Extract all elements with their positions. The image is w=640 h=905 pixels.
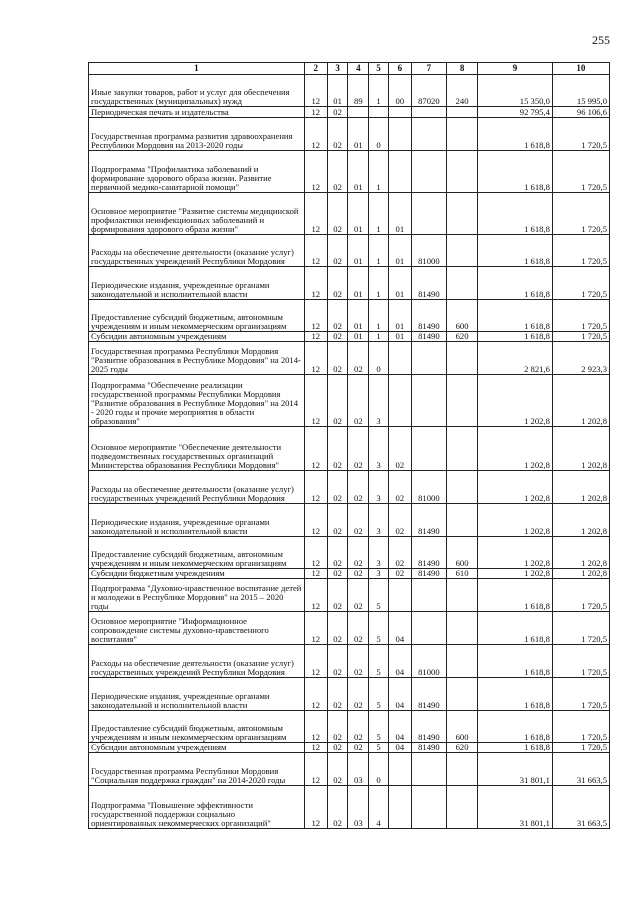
col-header: 1 — [89, 63, 305, 75]
pr-code: 01 — [348, 267, 369, 300]
pr-code: 02 — [348, 569, 369, 579]
program-code: 3 — [369, 569, 389, 579]
row-name: Расходы на обеспечение деятельности (оказание услуг) государственных учреждений Республики Мордовия — [89, 645, 305, 678]
rz-code: 02 — [327, 332, 348, 342]
target-code — [411, 753, 446, 786]
amount-2019: 1 202,8 — [478, 375, 553, 427]
col-header: 8 — [447, 63, 478, 75]
subprogram-code — [388, 579, 411, 612]
subprogram-code: 02 — [388, 427, 411, 471]
target-code — [411, 193, 446, 235]
amount-2020: 31 663,5 — [552, 786, 609, 829]
expense-type — [447, 193, 478, 235]
row-name: Расходы на обеспечение деятельности (оказание услуг) государственных учреждений Республики Мордовия — [89, 235, 305, 267]
amount-2019: 1 618,8 — [478, 645, 553, 678]
amount-2019: 1 618,8 — [478, 678, 553, 711]
row-name: Основное мероприятие "Обеспечение деятельности подведомственных государственных организаций Министерства образования Республики Мордовия" — [89, 427, 305, 471]
kvr-code: 12 — [304, 645, 327, 678]
target-code — [411, 612, 446, 645]
table-row — [89, 235, 610, 267]
pr-code: 02 — [348, 471, 369, 504]
program-code: 0 — [369, 342, 389, 375]
target-code — [411, 375, 446, 427]
amount-2020: 1 202,8 — [552, 569, 609, 579]
rz-code: 02 — [327, 504, 348, 537]
rz-code: 01 — [327, 75, 348, 107]
kvr-code: 12 — [304, 743, 327, 753]
table-row — [89, 427, 610, 471]
col-header: 2 — [304, 63, 327, 75]
table-row — [89, 75, 610, 107]
pr-code: 02 — [348, 612, 369, 645]
row-name: Государственная программа Республики Мордовия "Социальная поддержка граждан" на 2014-2020 годы — [89, 753, 305, 786]
program-code: 1 — [369, 75, 389, 107]
header-row — [89, 63, 610, 75]
program-code: 5 — [369, 711, 389, 743]
amount-2019: 1 618,8 — [478, 300, 553, 332]
target-code: 81000 — [411, 645, 446, 678]
expense-type — [447, 645, 478, 678]
row-name: Предоставление субсидий бюджетным, автономным учреждениям и иным некоммерческим организациям — [89, 537, 305, 569]
row-name: Подпрограмма "Профилактика заболеваний и формирование здорового образа жизни. Развитие первичной медико-санитарной помощи" — [89, 151, 305, 193]
kvr-code: 12 — [304, 678, 327, 711]
table-row — [89, 569, 610, 579]
table-row — [89, 267, 610, 300]
amount-2019: 1 202,8 — [478, 504, 553, 537]
table-row — [89, 332, 610, 342]
amount-2020: 1 720,5 — [552, 645, 609, 678]
amount-2020: 2 923,3 — [552, 342, 609, 375]
program-code: 5 — [369, 612, 389, 645]
program-code: 3 — [369, 427, 389, 471]
expense-type — [447, 612, 478, 645]
amount-2020: 1 720,5 — [552, 743, 609, 753]
kvr-code: 12 — [304, 342, 327, 375]
table-row — [89, 743, 610, 753]
page-number: 255 — [592, 33, 610, 47]
kvr-code: 12 — [304, 151, 327, 193]
row-name: Государственная программа развития здравоохранения Республики Мордовия на 2013-2020 годы — [89, 118, 305, 151]
target-code: 81490 — [411, 332, 446, 342]
kvr-code: 12 — [304, 427, 327, 471]
kvr-code: 12 — [304, 753, 327, 786]
rz-code: 02 — [327, 678, 348, 711]
program-code: 0 — [369, 118, 389, 151]
target-code: 81490 — [411, 504, 446, 537]
program-code: 1 — [369, 300, 389, 332]
target-code: 81000 — [411, 235, 446, 267]
amount-2019: 1 618,8 — [478, 711, 553, 743]
expense-type — [447, 118, 478, 151]
target-code: 81490 — [411, 537, 446, 569]
expense-type — [447, 504, 478, 537]
table-row — [89, 300, 610, 332]
row-name: Подпрограмма "Повышение эффективности государственной поддержки социально ориентированных некоммерческих организаций" — [89, 786, 305, 829]
pr-code: 01 — [348, 300, 369, 332]
target-code: 81490 — [411, 711, 446, 743]
table-row — [89, 342, 610, 375]
subprogram-code — [388, 342, 411, 375]
table-row — [89, 107, 610, 118]
pr-code — [348, 107, 369, 118]
rz-code: 02 — [327, 786, 348, 829]
amount-2019: 1 618,8 — [478, 151, 553, 193]
program-code: 3 — [369, 504, 389, 537]
row-name: Периодические издания, учрежденные органами законодательной и исполнительной власти — [89, 504, 305, 537]
program-code: 5 — [369, 678, 389, 711]
pr-code: 03 — [348, 753, 369, 786]
table-row — [89, 151, 610, 193]
kvr-code: 12 — [304, 537, 327, 569]
row-name: Субсидии автономным учреждениям — [89, 743, 305, 753]
subprogram-code: 04 — [388, 711, 411, 743]
program-code: 5 — [369, 645, 389, 678]
pr-code: 02 — [348, 504, 369, 537]
amount-2020: 1 720,5 — [552, 300, 609, 332]
table-row — [89, 504, 610, 537]
budget-table — [88, 62, 610, 829]
amount-2020: 1 202,8 — [552, 375, 609, 427]
table-row — [89, 711, 610, 743]
subprogram-code: 02 — [388, 569, 411, 579]
expense-type — [447, 342, 478, 375]
col-header: 3 — [327, 63, 348, 75]
pr-code: 89 — [348, 75, 369, 107]
rz-code: 02 — [327, 151, 348, 193]
kvr-code: 12 — [304, 332, 327, 342]
expense-type — [447, 579, 478, 612]
rz-code: 02 — [327, 342, 348, 375]
expense-type — [447, 107, 478, 118]
amount-2019: 1 618,8 — [478, 612, 553, 645]
subprogram-code: 01 — [388, 235, 411, 267]
rz-code: 02 — [327, 118, 348, 151]
program-code: 3 — [369, 471, 389, 504]
col-header: 5 — [369, 63, 389, 75]
row-name: Расходы на обеспечение деятельности (оказание услуг) государственных учреждений Республики Мордовия — [89, 471, 305, 504]
amount-2020: 1 720,5 — [552, 235, 609, 267]
table-row — [89, 612, 610, 645]
expense-type: 600 — [447, 711, 478, 743]
subprogram-code: 02 — [388, 537, 411, 569]
rz-code: 02 — [327, 107, 348, 118]
program-code: 0 — [369, 753, 389, 786]
pr-code: 01 — [348, 193, 369, 235]
program-code: 1 — [369, 332, 389, 342]
subprogram-code: 01 — [388, 332, 411, 342]
table-row — [89, 645, 610, 678]
amount-2019: 1 202,8 — [478, 427, 553, 471]
row-name: Субсидии автономным учреждениям — [89, 332, 305, 342]
table-body — [89, 75, 610, 829]
kvr-code: 12 — [304, 504, 327, 537]
subprogram-code: 04 — [388, 645, 411, 678]
amount-2020: 31 663,5 — [552, 753, 609, 786]
expense-type: 600 — [447, 537, 478, 569]
target-code: 81490 — [411, 678, 446, 711]
rz-code: 02 — [327, 612, 348, 645]
pr-code: 02 — [348, 342, 369, 375]
row-name: Периодическая печать и издательства — [89, 107, 305, 118]
rz-code: 02 — [327, 743, 348, 753]
expense-type — [447, 678, 478, 711]
pr-code: 03 — [348, 786, 369, 829]
target-code: 81000 — [411, 471, 446, 504]
target-code — [411, 786, 446, 829]
target-code — [411, 118, 446, 151]
amount-2020: 1 202,8 — [552, 504, 609, 537]
amount-2020: 1 720,5 — [552, 151, 609, 193]
amount-2020: 1 720,5 — [552, 579, 609, 612]
target-code: 81490 — [411, 569, 446, 579]
amount-2019: 1 618,8 — [478, 235, 553, 267]
amount-2019: 1 618,8 — [478, 193, 553, 235]
row-name: Основное мероприятие "Информационное сопровождение системы духовно-нравственного воспитания" — [89, 612, 305, 645]
kvr-code: 12 — [304, 375, 327, 427]
amount-2019: 31 801,1 — [478, 753, 553, 786]
col-header: 9 — [478, 63, 553, 75]
pr-code: 02 — [348, 579, 369, 612]
amount-2019: 31 801,1 — [478, 786, 553, 829]
amount-2020: 1 720,5 — [552, 711, 609, 743]
expense-type: 600 — [447, 300, 478, 332]
target-code — [411, 579, 446, 612]
target-code — [411, 107, 446, 118]
kvr-code: 12 — [304, 612, 327, 645]
target-code: 81490 — [411, 743, 446, 753]
subprogram-code: 04 — [388, 678, 411, 711]
amount-2019: 1 202,8 — [478, 471, 553, 504]
row-name: Периодические издания, учрежденные органами законодательной и исполнительной власти — [89, 678, 305, 711]
expense-type — [447, 267, 478, 300]
pr-code: 01 — [348, 332, 369, 342]
amount-2020: 1 720,5 — [552, 612, 609, 645]
program-code: 4 — [369, 786, 389, 829]
rz-code: 02 — [327, 267, 348, 300]
kvr-code: 12 — [304, 300, 327, 332]
table-row — [89, 537, 610, 569]
subprogram-code — [388, 107, 411, 118]
table-row — [89, 471, 610, 504]
target-code: 81490 — [411, 300, 446, 332]
expense-type: 620 — [447, 332, 478, 342]
rz-code: 02 — [327, 753, 348, 786]
kvr-code: 12 — [304, 75, 327, 107]
table-row — [89, 375, 610, 427]
expense-type — [447, 235, 478, 267]
amount-2019: 1 618,8 — [478, 118, 553, 151]
amount-2020: 1 720,5 — [552, 193, 609, 235]
amount-2020: 1 202,8 — [552, 427, 609, 471]
rz-code: 02 — [327, 375, 348, 427]
pr-code: 01 — [348, 151, 369, 193]
subprogram-code: 02 — [388, 504, 411, 537]
program-code: 3 — [369, 537, 389, 569]
rz-code: 02 — [327, 235, 348, 267]
subprogram-code: 04 — [388, 743, 411, 753]
pr-code: 01 — [348, 235, 369, 267]
subprogram-code: 01 — [388, 300, 411, 332]
amount-2020: 1 202,8 — [552, 471, 609, 504]
subprogram-code — [388, 753, 411, 786]
amount-2020: 15 995,0 — [552, 75, 609, 107]
kvr-code: 12 — [304, 579, 327, 612]
kvr-code: 12 — [304, 267, 327, 300]
pr-code: 02 — [348, 743, 369, 753]
table-row — [89, 579, 610, 612]
program-code — [369, 107, 389, 118]
amount-2020: 1 720,5 — [552, 332, 609, 342]
amount-2020: 1 720,5 — [552, 267, 609, 300]
pr-code: 02 — [348, 375, 369, 427]
pr-code: 02 — [348, 427, 369, 471]
amount-2020: 1 720,5 — [552, 118, 609, 151]
program-code: 1 — [369, 235, 389, 267]
target-code — [411, 342, 446, 375]
program-code: 3 — [369, 375, 389, 427]
expense-type: 240 — [447, 75, 478, 107]
program-code: 1 — [369, 193, 389, 235]
subprogram-code — [388, 375, 411, 427]
row-name: Подпрограмма "Обеспечение реализации государственной программы Республики Мордовия "Развитие образования в Республике Мордовия" на 2014 - 2020 годы и прочие мероприятия в области образования" — [89, 375, 305, 427]
kvr-code: 12 — [304, 569, 327, 579]
col-header: 7 — [411, 63, 446, 75]
table-row — [89, 678, 610, 711]
amount-2019: 92 795,4 — [478, 107, 553, 118]
amount-2019: 15 350,0 — [478, 75, 553, 107]
amount-2019: 1 202,8 — [478, 537, 553, 569]
rz-code: 02 — [327, 569, 348, 579]
amount-2019: 1 618,8 — [478, 332, 553, 342]
kvr-code: 12 — [304, 193, 327, 235]
pr-code: 02 — [348, 645, 369, 678]
rz-code: 02 — [327, 711, 348, 743]
subprogram-code: 04 — [388, 612, 411, 645]
kvr-code: 12 — [304, 711, 327, 743]
amount-2020: 1 720,5 — [552, 678, 609, 711]
kvr-code: 12 — [304, 786, 327, 829]
subprogram-code: 01 — [388, 193, 411, 235]
subprogram-code — [388, 786, 411, 829]
program-code: 1 — [369, 267, 389, 300]
table-row — [89, 753, 610, 786]
row-name: Иные закупки товаров, работ и услуг для обеспечения государственных (муниципальных) нужд — [89, 75, 305, 107]
expense-type — [447, 753, 478, 786]
col-header: 4 — [348, 63, 369, 75]
table-row — [89, 193, 610, 235]
row-name: Предоставление субсидий бюджетным, автономным учреждениям и иным некоммерческим организациям — [89, 300, 305, 332]
amount-2020: 96 106,6 — [552, 107, 609, 118]
kvr-code: 12 — [304, 107, 327, 118]
table-row — [89, 786, 610, 829]
rz-code: 02 — [327, 471, 348, 504]
row-name: Субсидии бюджетным учреждениям — [89, 569, 305, 579]
amount-2019: 1 618,8 — [478, 743, 553, 753]
subprogram-code: 00 — [388, 75, 411, 107]
row-name: Основное мероприятие "Развитие системы медицинской профилактики неинфекционных заболеваний и формирования здорового образа жизни" — [89, 193, 305, 235]
target-code — [411, 151, 446, 193]
expense-type — [447, 375, 478, 427]
expense-type: 610 — [447, 569, 478, 579]
program-code: 5 — [369, 743, 389, 753]
target-code — [411, 427, 446, 471]
amount-2019: 1 202,8 — [478, 569, 553, 579]
table-row — [89, 118, 610, 151]
rz-code: 02 — [327, 645, 348, 678]
rz-code: 02 — [327, 579, 348, 612]
expense-type — [447, 471, 478, 504]
amount-2019: 1 618,8 — [478, 267, 553, 300]
target-code: 81490 — [411, 267, 446, 300]
pr-code: 02 — [348, 678, 369, 711]
subprogram-code: 02 — [388, 471, 411, 504]
kvr-code: 12 — [304, 235, 327, 267]
expense-type — [447, 786, 478, 829]
target-code: 87020 — [411, 75, 446, 107]
subprogram-code: 01 — [388, 267, 411, 300]
expense-type — [447, 427, 478, 471]
pr-code: 01 — [348, 118, 369, 151]
program-code: 5 — [369, 579, 389, 612]
rz-code: 02 — [327, 300, 348, 332]
pr-code: 02 — [348, 711, 369, 743]
amount-2020: 1 202,8 — [552, 537, 609, 569]
col-header: 6 — [388, 63, 411, 75]
row-name: Предоставление субсидий бюджетным, автономным учреждениям и иным некоммерческим организациям — [89, 711, 305, 743]
row-name: Подпрограмма "Духовно-нравственное воспитание детей и молодежи в Республике Мордовия" на 2015 – 2020 годы — [89, 579, 305, 612]
kvr-code: 12 — [304, 118, 327, 151]
rz-code: 02 — [327, 193, 348, 235]
rz-code: 02 — [327, 427, 348, 471]
subprogram-code — [388, 118, 411, 151]
row-name: Периодические издания, учрежденные органами законодательной и исполнительной власти — [89, 267, 305, 300]
amount-2019: 1 618,8 — [478, 579, 553, 612]
subprogram-code — [388, 151, 411, 193]
row-name: Государственная программа Республики Мордовия "Развитие образования в Республике Мордовия" на 2014-2025 годы — [89, 342, 305, 375]
pr-code: 02 — [348, 537, 369, 569]
col-header: 10 — [552, 63, 609, 75]
program-code: 1 — [369, 151, 389, 193]
kvr-code: 12 — [304, 471, 327, 504]
expense-type: 620 — [447, 743, 478, 753]
expense-type — [447, 151, 478, 193]
amount-2019: 2 821,6 — [478, 342, 553, 375]
rz-code: 02 — [327, 537, 348, 569]
